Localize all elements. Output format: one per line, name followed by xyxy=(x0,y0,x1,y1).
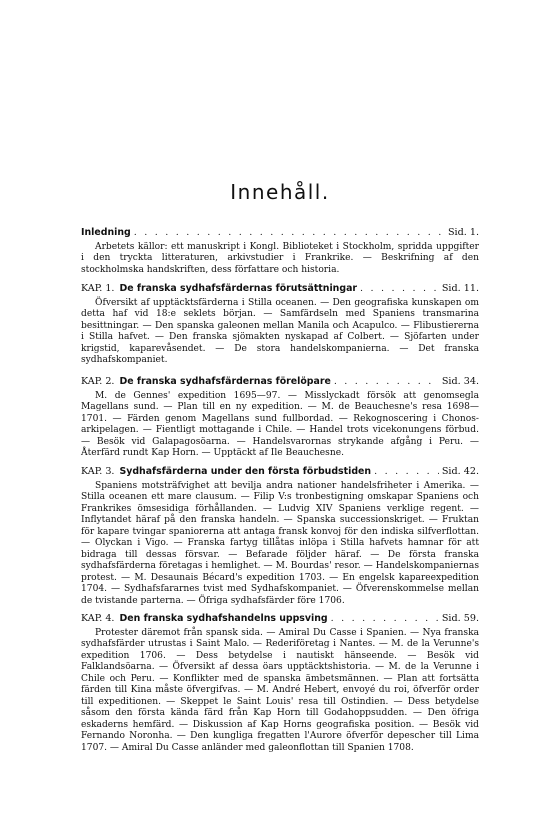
chapter-number: KAP. 4. xyxy=(81,613,115,624)
page-reference: Sid. 42. xyxy=(441,466,479,477)
toc-entry-kap-2 xyxy=(81,376,479,460)
toc-entry-kap-3 xyxy=(81,466,479,607)
chapter-title: Sydhafsfärderna under den första förbudstiden xyxy=(119,466,372,477)
toc-heading[interactable] xyxy=(81,613,479,625)
chapter-title: Inledning xyxy=(81,227,131,238)
dot-leader xyxy=(360,283,439,295)
toc-heading[interactable] xyxy=(81,227,479,239)
toc-entry-inledning xyxy=(81,227,479,276)
chapter-summary: Protester däremot från spansk sida. — Amiral Du Casse i Spanien. — Nya franska sydhafsfärder utrustas i Saint Malo. — Rederiföretag i Nantes. — M. de la Verunne's expedition 1706. — Dess betydelse i nautiskt hänseende. — Besök vid Falklandsöarna. — Öfversikt af dessa öars upptäcktshistoria. — M. de la Verunne i Chile och Peru. — Konflikter med de spanska ämbetsmännen. — Plan att fortsätta färden till Kina måste öfvergifvas. — M. André Hebert, envoyé du roi, öfverför order till expeditionen. — Skeppet le Saint Louis' resa till Ostindien. — Dess betydelse såsom den första kända färd från Kap Horn till Godahoppsudden. — Den öfriga eskaderns hemfärd. — Diskussion af Kap Horns geografiska position. — Besök vid Fernando Noronha. — Den kungliga fregatten l'Aurore öfverför depescher till Lima 1707. — Amiral Du Casse anländer med galeonflottan till Spanien 1708. xyxy=(81,628,479,753)
chapter-title: De franska sydhafsfärdernas förutsättningar xyxy=(119,283,358,294)
chapter-number: KAP. 1. xyxy=(81,283,115,294)
chapter-title: Den franska sydhafshandelns uppsving xyxy=(119,613,328,624)
dot-leader xyxy=(331,613,439,625)
chapter-summary: M. de Gennes' expedition 1695—97. — Misslyckadt försök att genomsegla Magellans sund. — Plan till en ny expedition. — M. de Beauchesne's resa 1698—1701. — Färden genom Magellans sund fullbordad. — Rekognoscering i Chonos-arkipelagen. — Fientligt mottagande i Chile. — Handel trots vicekonungens förbud. — Besök vid Galapagosöarna. — Handelsvarornas strykande afgång i Peru. — Återfärd rundt Kap Horn. — Upptäckt af Ile Beauchesne. xyxy=(81,391,479,459)
page-reference: Sid. 1. xyxy=(447,227,479,238)
page-title: Innehåll. xyxy=(230,180,330,204)
chapter-title: De franska sydhafsfärdernas förelöpare xyxy=(119,376,331,387)
chapter-summary: Spaniens motsträfvighet att bevilja andra nationer handelsfriheter i Amerika. — Stilla oceanen ett mare clausum. — Filip V:s tronbestigning omskapar Spaniens och Frankrikes ömsesidiga förhållanden. — Ludvig XIV Spaniens verklige regent. — Inflytandet häraf på den franska handeln. — Spanska successionskriget. — Fruktan för kapare tvingar spaniorerna att antaga fransk konvoj för den indiska silfverflottan. — Olyckan i Vigo. — Franska fartyg tillåtas inlöpa i Stilla hafvets hamnar för att bidraga till dessas försvar. — Befarade följder häraf. — De första franska sydhafsfärderna företagas i hemlighet. — M. Bourdas' resor. — Handelskompaniernas protest. — M. Desaunais Bécard's expedition 1703. — En engelsk kapareexpedition 1704. — Sydhafsfararnes tvist med Sydhafskompaniet. — Öfverenskommelse mellan de tvistande parterna. — Öfriga sydhafsfärder före 1706. xyxy=(81,481,479,606)
page-reference: Sid. 59. xyxy=(441,613,479,624)
page-reference: Sid. 11. xyxy=(441,283,479,294)
chapter-number: KAP. 2. xyxy=(81,376,115,387)
dot-leader xyxy=(334,376,439,388)
toc-heading[interactable] xyxy=(81,283,479,295)
toc-entry-kap-4 xyxy=(81,613,479,754)
toc-entry-kap-1 xyxy=(81,283,479,367)
chapter-summary: Arbetets källor: ett manuskript i Kongl. Biblioteket i Stockholm, spridda uppgifter i den tryckta litteraturen, arkivstudier i Frankrike. — Beskrifning af den stockholmska handskriften, dess författare och historia. xyxy=(81,242,479,275)
page-reference: Sid. 34. xyxy=(441,376,479,387)
chapter-number: KAP. 3. xyxy=(81,466,115,477)
chapter-summary: Öfversikt af upptäcktsfärderna i Stilla oceanen. — Den geografiska kunskapen om detta haf vid 18:e seklets början. — Samfärdseln med Spaniens transmarina besittningar. — Den spanska galeonen mellan Manila och Acapulco. — Flibustiererna i Stilla hafvet. — Den franska sjömakten nyskapad af Colbert. — Sjöfarten under krigstid, kaparevåsendet. — De stora handelskompanierna. — Det franska sydhafskompaniet. xyxy=(81,298,479,366)
dot-leader xyxy=(374,466,439,478)
dot-leader xyxy=(134,227,445,239)
toc-heading[interactable] xyxy=(81,376,479,388)
toc-heading[interactable] xyxy=(81,466,479,478)
